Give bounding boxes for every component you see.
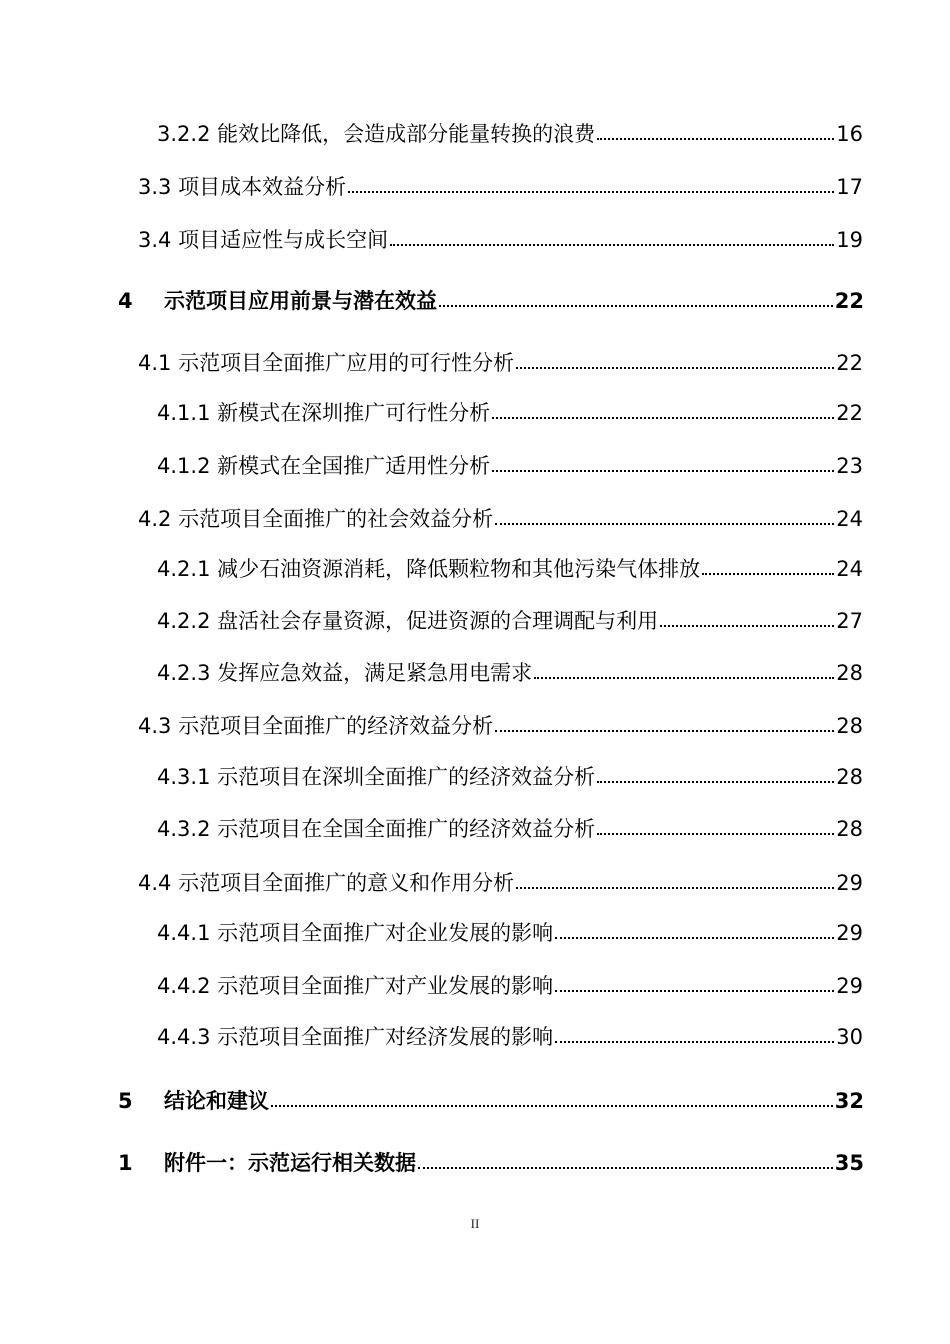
toc-chapter-page: 22 [834, 289, 864, 313]
toc-entry-page: 30 [836, 1025, 863, 1049]
toc-entry-page: 19 [836, 228, 863, 252]
toc-chapter-title: 附件一：示范运行相关数据 [164, 1151, 416, 1175]
toc-entry-page: 23 [836, 454, 863, 478]
toc-entry-page: 28 [836, 714, 863, 738]
toc-chapter-page: 32 [834, 1089, 864, 1113]
toc-entry-page: 16 [836, 122, 863, 146]
toc-entry-page: 28 [836, 661, 863, 685]
toc-entry-title: 4.4.2 示范项目全面推广对产业发展的影响 [157, 974, 554, 998]
toc-entry-page: 29 [836, 871, 863, 895]
toc-entry[interactable] [0, 604, 863, 634]
toc-chapter-number: 5 [118, 1089, 133, 1113]
toc-leader-dots [493, 713, 836, 739]
toc-entry-page: 28 [836, 765, 863, 789]
toc-leader-dots [490, 400, 836, 426]
toc-entry-page: 22 [836, 351, 863, 375]
toc-chapter[interactable] [0, 1084, 864, 1114]
toc-entry[interactable] [0, 170, 863, 200]
toc-entry[interactable] [0, 812, 863, 842]
toc-entry-title: 4.4 示范项目全面推广的意义和作用分析 [138, 871, 515, 895]
toc-entry-page: 27 [836, 609, 863, 633]
toc-entry[interactable] [0, 346, 863, 376]
toc-entry-title: 4.1.1 新模式在深圳推广可行性分析 [157, 401, 491, 425]
toc-entry-title: 3.3 项目成本效益分析 [138, 175, 347, 199]
toc-leader-dots [700, 556, 836, 582]
toc-leader-dots [595, 764, 836, 790]
toc-entry-page: 28 [836, 817, 863, 841]
toc-entry[interactable] [0, 449, 863, 479]
toc-entry-title: 4.2.3 发挥应急效益，满足紧急用电需求 [157, 661, 533, 685]
toc-leader-dots [346, 174, 836, 200]
toc-entry-title: 4.4.1 示范项目全面推广对企业发展的影响 [157, 921, 554, 945]
toc-entry[interactable] [0, 866, 863, 896]
toc-entry[interactable] [0, 502, 863, 532]
toc-entry-title: 4.3.2 示范项目在全国全面推广的经济效益分析 [157, 817, 596, 841]
toc-leader-dots [269, 1088, 835, 1114]
toc-entry-page: 24 [836, 557, 863, 581]
toc-leader-dots [416, 1150, 835, 1176]
toc-leader-dots [532, 660, 836, 686]
toc-entry-title: 4.3 示范项目全面推广的经济效益分析 [138, 714, 494, 738]
toc-leader-dots [493, 506, 836, 532]
toc-leader-dots [553, 973, 836, 999]
toc-entry[interactable] [0, 916, 863, 946]
toc-entry-page: 29 [836, 974, 863, 998]
toc-leader-dots [595, 121, 836, 147]
toc-leader-dots [553, 920, 836, 946]
toc-entry[interactable] [0, 1020, 863, 1050]
toc-entry[interactable] [0, 969, 863, 999]
toc-entry-page: 22 [836, 401, 863, 425]
toc-entry-title: 4.1 示范项目全面推广应用的可行性分析 [138, 351, 515, 375]
toc-chapter-number: 4 [118, 289, 133, 313]
toc-entry[interactable] [0, 396, 863, 426]
toc-leader-dots [658, 608, 836, 634]
toc-entry[interactable] [0, 760, 863, 790]
toc-entry-page: 29 [836, 921, 863, 945]
toc-entry-title: 4.2 示范项目全面推广的社会效益分析 [138, 507, 494, 531]
toc-chapter-title: 示范项目应用前景与潜在效益 [164, 289, 437, 313]
toc-leader-dots [553, 1024, 836, 1050]
toc-entry[interactable] [0, 223, 863, 253]
toc-entry-title: 3.2.2 能效比降低，会造成部分能量转换的浪费 [157, 122, 596, 146]
toc-chapter[interactable] [0, 1146, 864, 1176]
toc-leader-dots [437, 288, 835, 314]
toc-leader-dots [514, 350, 836, 376]
toc-entry[interactable] [0, 117, 863, 147]
toc-chapter-title: 结论和建议 [164, 1089, 269, 1113]
toc-entry-title: 4.2.1 减少石油资源消耗，降低颗粒物和其他污染气体排放 [157, 557, 701, 581]
toc-entry[interactable] [0, 656, 863, 686]
toc-leader-dots [490, 453, 836, 479]
toc-entry-page: 17 [836, 175, 863, 199]
page-number: II [470, 1216, 480, 1231]
toc-entry-page: 24 [836, 507, 863, 531]
toc-entry-title: 4.4.3 示范项目全面推广对经济发展的影响 [157, 1025, 554, 1049]
toc-chapter-number: 1 [118, 1151, 133, 1175]
toc-leader-dots [595, 816, 836, 842]
toc-entry-title: 4.1.2 新模式在全国推广适用性分析 [157, 454, 491, 478]
toc-entry-title: 4.2.2 盘活社会存量资源，促进资源的合理调配与利用 [157, 609, 659, 633]
toc-entry[interactable] [0, 709, 863, 739]
toc-entry-title: 4.3.1 示范项目在深圳全面推广的经济效益分析 [157, 765, 596, 789]
toc-entry[interactable] [0, 552, 863, 582]
toc-chapter[interactable] [0, 284, 864, 314]
toc-chapter-page: 35 [834, 1151, 864, 1175]
toc-leader-dots [514, 870, 836, 896]
toc-leader-dots [388, 227, 836, 253]
toc-entry-title: 3.4 项目适应性与成长空间 [138, 228, 389, 252]
